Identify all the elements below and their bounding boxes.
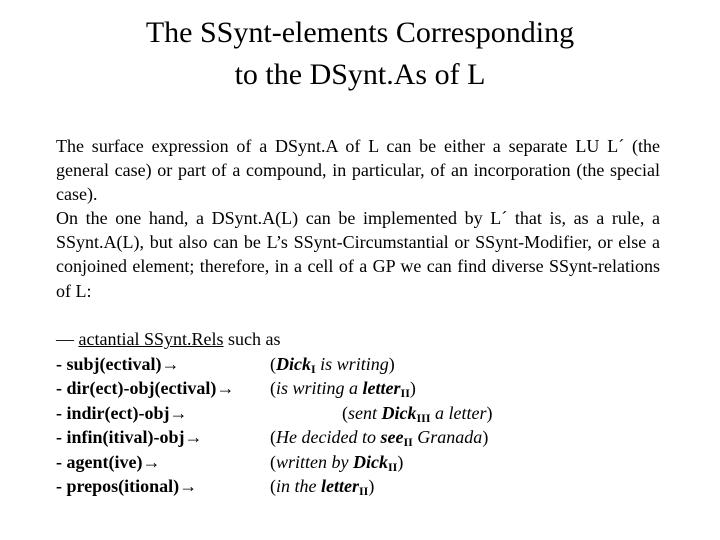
bullet: -	[56, 451, 62, 472]
right-arrow-icon: →	[179, 476, 198, 496]
example: (Dick$_I$ is writing)	[270, 353, 395, 376]
list-lead	[56, 327, 666, 352]
bullet: -	[56, 353, 62, 374]
lead-underlined-text: actantial SSynt.Rels	[78, 329, 224, 349]
list-item	[56, 401, 666, 426]
list-item	[56, 376, 666, 401]
list-item	[56, 352, 666, 377]
list-item	[56, 474, 666, 499]
paragraph-implementation: On the one hand, a DSynt.A(L) can be implemented by L´ that is, as a rule, a SSynt.A(L), but also can be L’s SSynt-Circumstantial or SSynt-Modifier, or else a conjoined element; therefore, in a cell of a GP we can find diverse SSynt-relations of L:	[56, 208, 660, 301]
list-item	[56, 450, 666, 475]
example: (written by Dick$_{II}$)	[270, 451, 404, 474]
example: (sent Dick$_{III}$ a letter)	[342, 402, 493, 425]
right-arrow-icon: →	[161, 353, 180, 374]
relation-name: subj(ectival)	[66, 353, 162, 374]
relation-name: indir(ect)-obj	[66, 402, 170, 423]
bullet: -	[56, 476, 62, 496]
right-arrow-icon: →	[216, 378, 235, 398]
right-arrow-icon: →	[169, 402, 188, 423]
title-line-2: to the DSynt.As of L	[234, 58, 486, 91]
bullet: -	[56, 402, 62, 423]
bullet: -	[56, 427, 62, 447]
right-arrow-icon: →	[184, 427, 203, 447]
title-line-1: The SSynt-elements Corresponding	[145, 16, 575, 49]
slide-title	[0, 12, 720, 96]
relation-name: infin(itival)-obj	[66, 427, 185, 447]
example: (He decided to see$_{II}$ Granada)	[270, 427, 489, 449]
list-item	[56, 425, 666, 450]
em-dash: —	[56, 329, 74, 349]
ssynt-relations-list	[56, 327, 666, 499]
relation-name: agent(ive)	[66, 451, 143, 472]
relation-name: prepos(itional)	[66, 476, 180, 496]
bullet: -	[56, 378, 62, 398]
example: (in the letter$_{II}$)	[270, 476, 375, 498]
paragraph-surface-expression: The surface expression of a DSynt.A of L can be either a separate LU L´ (the general case) or part of a compound, in particular, of an incorporation (the special case).	[56, 136, 660, 205]
right-arrow-icon: →	[142, 451, 161, 472]
lead-rest-text: such as	[223, 329, 281, 349]
example: (is writing a letter$_{II}$)	[270, 378, 416, 400]
relation-name: dir(ect)-obj(ectival)	[66, 378, 217, 398]
